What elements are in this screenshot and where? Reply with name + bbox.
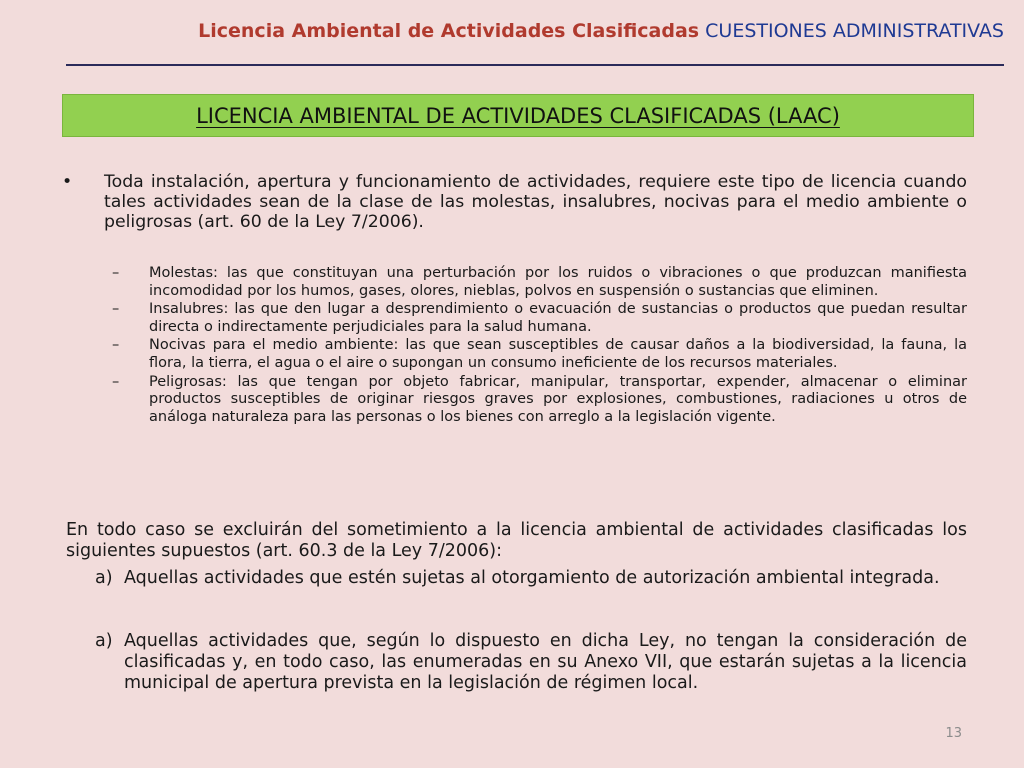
dash-marker: – — [112, 337, 120, 354]
sub-bullet-nocivas — [112, 337, 967, 372]
header-title: Licencia Ambiental de Actividades Clasificadas — [198, 20, 700, 42]
slide-title-box — [62, 94, 974, 137]
item-marker: a) — [95, 568, 113, 588]
header-section: CUESTIONES ADMINISTRATIVAS — [705, 20, 1004, 42]
item-text: Aquellas actividades que, según lo dispuesto en dicha Ley, no tengan la consideración de clasificadas y, en todo caso, las enumeradas en su Anexo VII, que estarán sujetas a la licencia municipal de apertura prevista en la legislación de régimen local. — [124, 631, 967, 693]
sub-bullet-text: Insalubres: las que den lugar a desprendimiento o evacuación de sustancias o productos que puedan resultar directa o indirectamente perjudiciales para la salud humana. — [149, 301, 967, 335]
sub-bullet-text: Nocivas para el medio ambiente: las que sean susceptibles de causar daños a la biodiversidad, la fauna, la flora, la tierra, el agua o el aire o supongan un consumo ineficiente de los recursos materiales. — [149, 337, 967, 371]
bullet-marker: • — [62, 172, 73, 192]
header-divider — [66, 64, 1004, 66]
dash-marker: – — [112, 373, 120, 390]
main-bullet-text: Toda instalación, apertura y funcionamiento de actividades, requiere este tipo de licencia cuando tales actividades sean de la clase de las molestas, insalubres, nocivas para el medio ambiente o peligrosas (art. 60 de la Ley 7/2006). — [104, 172, 967, 232]
sub-bullet-peligrosas — [112, 374, 967, 427]
sub-bullet-text: Molestas: las que constituyan una perturbación por los ruidos o vibraciones o que produzcan manifiesta incomodidad por los humos, gases, olores, nieblas, polvos en suspensión o sustancias que eliminen. — [149, 265, 967, 299]
sub-bullet-insalubres — [112, 301, 967, 336]
exclusion-item — [95, 568, 967, 589]
sub-bullet-text: Peligrosas: las que tengan por objeto fabricar, manipular, transportar, expender, almacenar o eliminar productos susceptibles de originar riesgos graves por explosiones, combustiones, radiaciones u otros de análoga naturaleza para las personas o los bienes con arreglo a la legislación vigente. — [149, 373, 967, 425]
item-marker: a) — [95, 631, 113, 651]
dash-marker: – — [112, 301, 120, 318]
dash-marker: – — [112, 265, 120, 281]
slide-title: LICENCIA AMBIENTAL DE ACTIVIDADES CLASIFICADAS (LAAC) — [196, 103, 840, 128]
page-number: 13 — [945, 726, 962, 741]
sub-bullet-list — [112, 265, 967, 427]
slide-header — [40, 20, 1004, 42]
main-bullet — [62, 172, 967, 232]
exclusion-item — [95, 631, 967, 694]
item-text: Aquellas actividades que estén sujetas al otorgamiento de autorización ambiental integrada. — [124, 568, 940, 588]
exclusion-paragraph: En todo caso se excluirán del sometimiento a la licencia ambiental de actividades clasificadas los siguientes supuestos (art. 60.3 de la Ley 7/2006): — [66, 520, 967, 561]
sub-bullet-molestas — [112, 265, 967, 300]
